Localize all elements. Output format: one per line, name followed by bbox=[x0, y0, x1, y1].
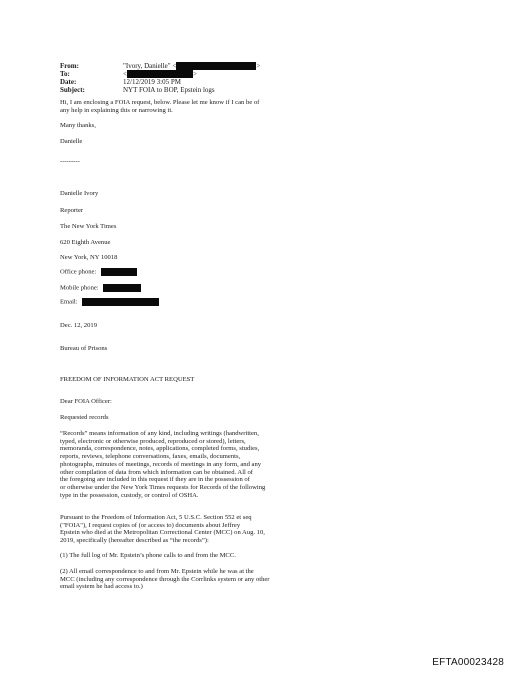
letter-date: Dec. 12, 2019 bbox=[60, 322, 97, 329]
text-line: “Records” means information of any kind, including writings (handwritten, bbox=[60, 430, 259, 437]
text-line: typed, electronic or otherwise produced, reproduced or stored), letters, bbox=[60, 437, 246, 445]
text-line: reports, reviews, telephone conversations, faxes, emails, documents, bbox=[60, 453, 241, 461]
text-line: type in the possession, custody, or control of OSHA. bbox=[60, 491, 199, 499]
mobile-phone-label: Mobile phone: bbox=[60, 284, 99, 292]
signature-org: The New York Times bbox=[60, 223, 117, 230]
text-line: ("FOIA"), I request copies of (or access to) documents about Jeffrey bbox=[60, 521, 241, 529]
text-line: 2019, specifically (hereafter described as “the records”): bbox=[60, 537, 209, 545]
text-line: any help in explaining this or narrowing it. bbox=[60, 106, 173, 114]
redaction-bar bbox=[101, 268, 137, 276]
text-line: the foregoing are included in this request if they are in the possession of bbox=[60, 476, 250, 484]
requested-records-heading: Requested records bbox=[60, 414, 109, 421]
text-line: (2) All email correspondence to and from Mr. Epstein while he was at the bbox=[60, 568, 254, 575]
records-definition-paragraph bbox=[60, 430, 290, 499]
to-open: < bbox=[123, 70, 127, 78]
intro-paragraph bbox=[60, 99, 290, 114]
signature-name: Danielle Ivory bbox=[60, 190, 99, 197]
text-line: photographs, minutes of meetings, records of meetings in any form, and any bbox=[60, 460, 262, 468]
request-heading: FREEDOM OF INFORMATION ACT REQUEST bbox=[60, 376, 195, 383]
signature-address-2: New York, NY 10018 bbox=[60, 254, 118, 261]
text-line: Pursuant to the Freedom of Information Act, 5 U.S.C. Section 552 et seq bbox=[60, 514, 252, 521]
redaction-bar bbox=[103, 284, 141, 292]
signature-title: Reporter bbox=[60, 207, 84, 214]
salutation: Dear FOIA Officer: bbox=[60, 398, 112, 405]
email-line bbox=[60, 298, 159, 306]
request-item-1: (1) The full log of Mr. Epstein’s phone calls to and from the MCC. bbox=[60, 552, 236, 559]
email-label: Email: bbox=[60, 298, 78, 306]
bates-number: EFTA00023428 bbox=[432, 657, 504, 668]
divider-text: --------- bbox=[60, 158, 80, 165]
redaction-bar bbox=[82, 298, 159, 306]
request-item-2 bbox=[60, 568, 290, 591]
mobile-phone-line bbox=[60, 284, 141, 292]
sign-name: Danielle bbox=[60, 138, 83, 145]
office-phone-label: Office phone: bbox=[60, 268, 97, 276]
text-line: or otherwise under the New York Times requests for Records of the following bbox=[60, 483, 266, 491]
subject-label: Subject: bbox=[60, 86, 85, 94]
subject-value: NYT FOIA to BOP, Epstein logs bbox=[123, 86, 215, 94]
to-label: To: bbox=[60, 70, 70, 78]
date-label: Date: bbox=[60, 78, 77, 86]
text-line: MCC (including any correspondence through the Corrlinks system or any other bbox=[60, 575, 270, 583]
text-line: email system he had access to.) bbox=[60, 583, 143, 591]
text-line: other compilation of data from which information can be obtained. All of bbox=[60, 468, 253, 476]
text-line: memoranda, correspondence, notes, applications, completed forms, studies, bbox=[60, 445, 260, 453]
from-label: From: bbox=[60, 62, 79, 70]
pursuant-paragraph bbox=[60, 514, 290, 545]
text-line: Epstein who died at the Metropolitan Correctional Center (MCC) on Aug. 10, bbox=[60, 529, 265, 537]
from-name: "Ivory, Danielle" < bbox=[123, 62, 177, 70]
date-value: 12/12/2019 3:05 PM bbox=[123, 78, 181, 86]
to-close: > bbox=[192, 70, 197, 78]
thanks-text: Many thanks, bbox=[60, 122, 96, 129]
text-line: Hi, I am enclosing a FOIA request, below. Please let me know if I can be of bbox=[60, 99, 260, 106]
signature-address-1: 620 Eighth Avenue bbox=[60, 239, 111, 246]
from-close: > bbox=[256, 62, 261, 70]
office-phone-line bbox=[60, 268, 137, 276]
recipient: Bureau of Prisons bbox=[60, 345, 108, 352]
